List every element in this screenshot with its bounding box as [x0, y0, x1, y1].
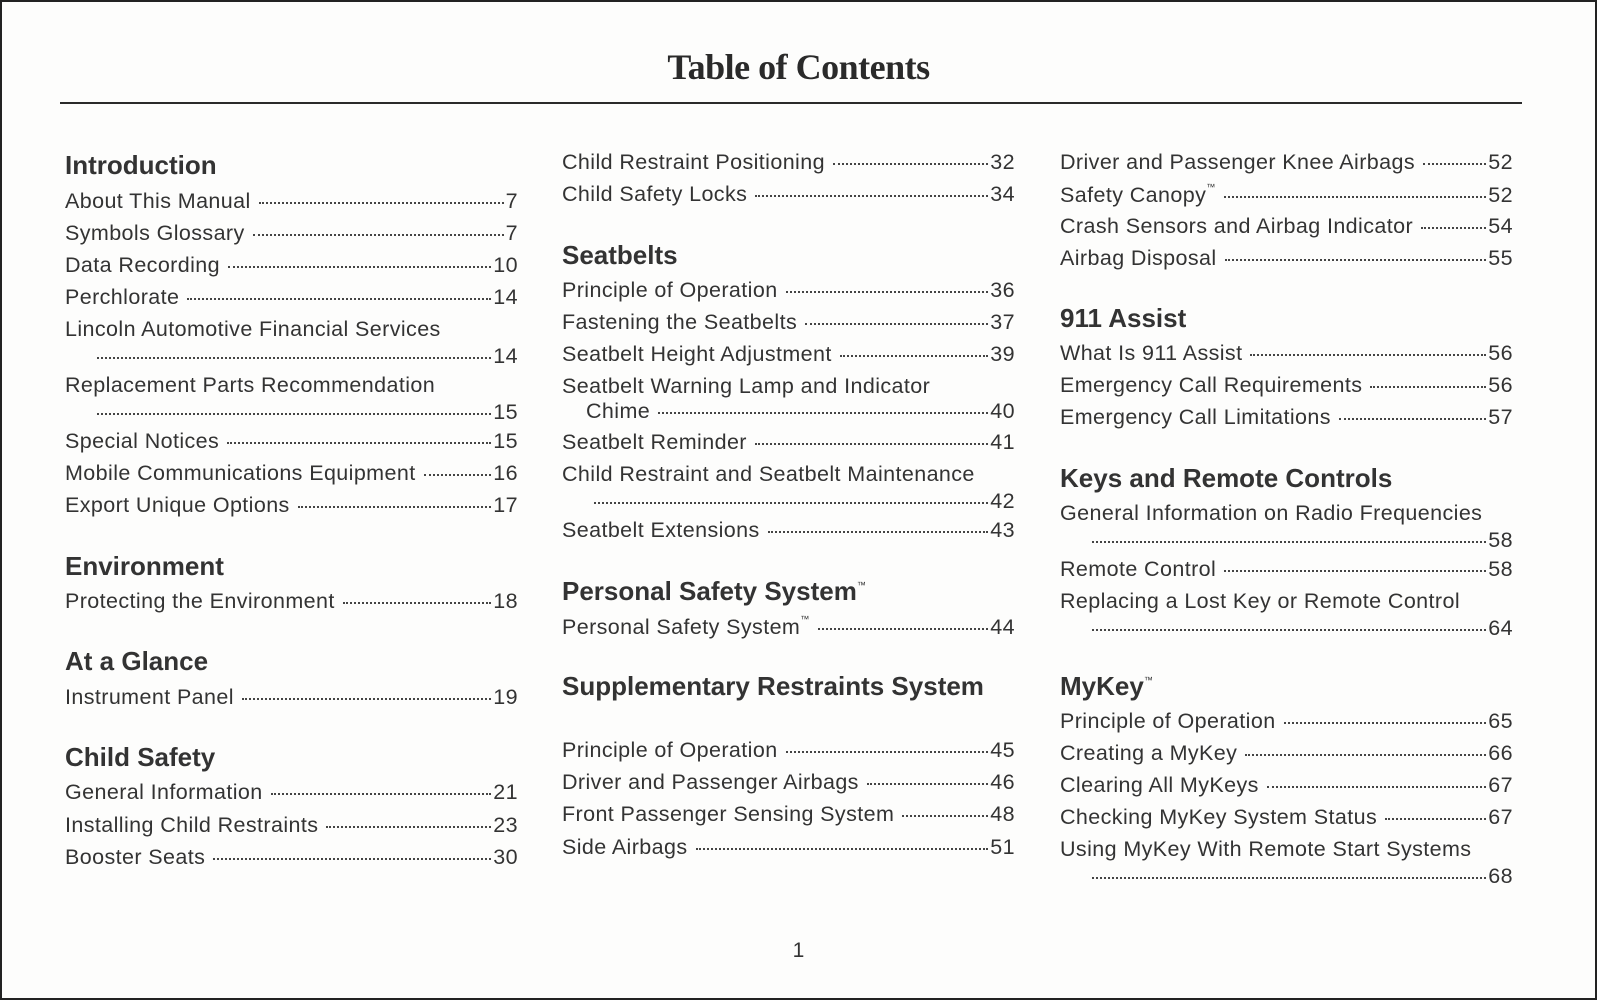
dot-leader: [228, 266, 491, 268]
toc-entry[interactable]: [1060, 182, 1513, 208]
dot-leader: [1224, 196, 1487, 198]
toc-entry[interactable]: [1060, 709, 1513, 734]
entry-page: 23: [493, 813, 518, 837]
dot-leader: [833, 163, 988, 165]
trademark-mark: ™: [1206, 182, 1216, 192]
section-heading-keys-and-remote-controls: Keys and Remote Controls: [1060, 463, 1393, 493]
toc-entry[interactable]: [1060, 405, 1513, 430]
entry-title: What Is 911 Assist: [1060, 341, 1243, 365]
entry-title: Driver and Passenger Knee Airbags: [1060, 150, 1416, 174]
dot-leader: [213, 858, 491, 860]
dot-leader: [786, 751, 989, 753]
entry-page: 48: [990, 802, 1015, 826]
entry-title: Seatbelt Reminder: [562, 430, 747, 454]
toc-entry[interactable]: [562, 182, 1015, 207]
entry-title: Side Airbags: [562, 835, 688, 859]
toc-entry[interactable]: [65, 685, 518, 710]
toc-entry[interactable]: [65, 317, 518, 369]
section-heading-text: Personal Safety System: [562, 576, 857, 606]
entry-page: 67: [1488, 773, 1513, 797]
dot-leader: [1385, 818, 1486, 820]
toc-entry[interactable]: [1060, 741, 1513, 766]
entry-title: Seatbelt Height Adjustment: [562, 342, 832, 366]
entry-page: 52: [1488, 183, 1513, 207]
entry-page: 46: [990, 770, 1015, 794]
entry-title: Booster Seats: [65, 845, 206, 869]
toc-entry[interactable]: [1060, 373, 1513, 398]
dot-leader: [271, 793, 492, 795]
dot-leader: [658, 412, 988, 414]
section-heading-child-safety: Child Safety: [65, 742, 216, 772]
toc-entry[interactable]: [1060, 341, 1513, 366]
entry-page: 57: [1488, 405, 1513, 429]
entry-page: 45: [990, 738, 1015, 762]
trademark-mark: ™: [800, 614, 810, 624]
entry-page: 41: [990, 430, 1015, 454]
toc-entry[interactable]: [65, 845, 518, 870]
entry-title: Data Recording: [65, 253, 220, 277]
section-heading-911-assist: 911 Assist: [1060, 303, 1187, 333]
toc-entry[interactable]: [562, 835, 1015, 860]
entry-title: Crash Sensors and Airbag Indicator: [1060, 214, 1414, 238]
toc-entry[interactable]: [1060, 589, 1513, 641]
entry-page: 40: [990, 399, 1015, 423]
toc-entry[interactable]: [562, 518, 1015, 543]
entry-page: 55: [1488, 246, 1513, 270]
dot-leader: [1339, 418, 1486, 420]
entry-page: 66: [1488, 741, 1513, 765]
dot-leader: [755, 443, 988, 445]
toc-entry[interactable]: [562, 430, 1015, 455]
entry-title: Clearing All MyKeys: [1060, 773, 1259, 797]
toc-entry[interactable]: [65, 285, 518, 310]
section-heading-seatbelts: Seatbelts: [562, 240, 678, 270]
entry-page: 36: [990, 278, 1015, 302]
entry-page: 54: [1488, 214, 1513, 238]
entry-title: Seatbelt Extensions: [562, 518, 760, 542]
toc-entry[interactable]: [562, 278, 1015, 303]
dot-leader: [840, 355, 989, 357]
dot-leader: [1284, 722, 1487, 724]
entry-title: Personal Safety System™: [562, 614, 810, 639]
dot-leader: [1092, 541, 1486, 543]
entry-title: Seatbelt Warning Lamp and Indicator: [562, 374, 931, 398]
entry-title: Remote Control: [1060, 557, 1217, 581]
entry-page: 21: [493, 780, 518, 804]
entry-title: Child Safety Locks: [562, 182, 748, 206]
entry-title: Safety Canopy™: [1060, 182, 1216, 207]
entry-page: 14: [493, 344, 518, 368]
section-heading-text: MyKey: [1060, 671, 1144, 701]
toc-entry[interactable]: [65, 589, 518, 614]
entry-title: Driver and Passenger Airbags: [562, 770, 859, 794]
toc-entry[interactable]: [65, 429, 518, 454]
dot-leader: [902, 815, 988, 817]
dot-leader: [1423, 163, 1486, 165]
entry-title: Fastening the Seatbelts: [562, 310, 798, 334]
toc-entry[interactable]: [562, 310, 1015, 335]
toc-entry[interactable]: [562, 738, 1015, 763]
entry-title: Using MyKey With Remote Start Systems: [1060, 837, 1472, 861]
dot-leader: [187, 298, 491, 300]
entry-title: Replacement Parts Recommendation: [65, 373, 436, 397]
entry-page: 56: [1488, 373, 1513, 397]
entry-page: 39: [990, 342, 1015, 366]
section-heading-environment: Environment: [65, 551, 224, 581]
entry-title: Principle of Operation: [1060, 709, 1276, 733]
dot-leader: [424, 474, 492, 476]
entry-page: 58: [1488, 557, 1513, 581]
entry-page: 32: [990, 150, 1015, 174]
dot-leader: [343, 602, 492, 604]
dot-leader: [259, 202, 504, 204]
entry-page: 64: [1488, 616, 1513, 640]
entry-title: Emergency Call Limitations: [1060, 405, 1331, 429]
dot-leader: [1225, 259, 1487, 261]
entry-page: 56: [1488, 341, 1513, 365]
toc-entry[interactable]: [562, 770, 1015, 795]
toc-entry[interactable]: [65, 221, 518, 246]
dot-leader: [818, 628, 989, 630]
trademark-mark: ™: [1143, 675, 1153, 685]
entry-page: 68: [1488, 864, 1513, 888]
dot-leader: [755, 195, 988, 197]
toc-entry[interactable]: [1060, 214, 1513, 239]
toc-entry[interactable]: [1060, 805, 1513, 830]
dot-leader: [1267, 786, 1487, 788]
section-heading-introduction: Introduction: [65, 150, 217, 180]
section-heading-supplementary-restraints-system: Supplementary Restraints System: [562, 671, 984, 701]
entry-page: 14: [493, 285, 518, 309]
toc-entry[interactable]: [1060, 557, 1513, 582]
dot-leader: [1092, 877, 1486, 879]
dot-leader: [97, 357, 491, 359]
dot-leader: [298, 506, 492, 508]
entry-page: 42: [990, 489, 1015, 513]
dot-leader: [253, 234, 504, 236]
entry-page: 15: [493, 429, 518, 453]
section-heading-at-a-glance: At a Glance: [65, 646, 209, 676]
entry-title: Lincoln Automotive Financial Services: [65, 317, 441, 341]
toc-entry[interactable]: [1060, 773, 1513, 798]
entry-title: Principle of Operation: [562, 738, 778, 762]
entry-page: 51: [990, 835, 1015, 859]
entry-title: General Information: [65, 780, 263, 804]
title-rule: [60, 102, 1522, 104]
dot-leader: [1370, 386, 1486, 388]
entry-title: Instrument Panel: [65, 685, 234, 709]
entry-title: Replacing a Lost Key or Remote Control: [1060, 589, 1461, 613]
toc-entry[interactable]: [562, 802, 1015, 827]
toc-entry[interactable]: [562, 614, 1015, 640]
dot-leader: [97, 413, 491, 415]
entry-page: 34: [990, 182, 1015, 206]
dot-leader: [1092, 629, 1486, 631]
entry-title: Symbols Glossary: [65, 221, 245, 245]
dot-leader: [1421, 227, 1486, 229]
toc-entry[interactable]: [65, 493, 518, 518]
entry-page: 52: [1488, 150, 1513, 174]
dot-leader: [1245, 754, 1486, 756]
dot-leader: [1224, 570, 1486, 572]
entry-title: Perchlorate: [65, 285, 180, 309]
toc-entry[interactable]: [1060, 246, 1513, 271]
dot-leader: [326, 826, 491, 828]
entry-page: 44: [990, 615, 1015, 639]
section-heading-mykey: [1060, 671, 1153, 702]
entry-page: 43: [990, 518, 1015, 542]
dot-leader: [805, 323, 988, 325]
entry-page: 18: [493, 589, 518, 613]
entry-page: 15: [493, 400, 518, 424]
entry-title: Creating a MyKey: [1060, 741, 1238, 765]
dot-leader: [227, 442, 491, 444]
entry-title: Child Restraint Positioning: [562, 150, 825, 174]
trademark-mark: ™: [856, 580, 866, 590]
toc-entry[interactable]: [65, 461, 518, 486]
dot-leader: [1250, 354, 1486, 356]
entry-title: About This Manual: [65, 189, 251, 213]
entry-title: Protecting the Environment: [65, 589, 335, 613]
toc-entry[interactable]: [65, 253, 518, 278]
entry-page: 16: [493, 461, 518, 485]
entry-page: 19: [493, 685, 518, 709]
entry-title: Airbag Disposal: [1060, 246, 1217, 270]
entry-title: Checking MyKey System Status: [1060, 805, 1378, 829]
toc-entry[interactable]: [65, 189, 518, 214]
entry-title: Child Restraint and Seatbelt Maintenance: [562, 462, 975, 486]
entry-page: 58: [1488, 528, 1513, 552]
toc-entry[interactable]: [1060, 837, 1513, 889]
toc-entry[interactable]: [1060, 150, 1513, 175]
entry-page: 30: [493, 845, 518, 869]
page-number: 1: [792, 939, 805, 962]
toc-entry[interactable]: [65, 780, 518, 805]
entry-title: Installing Child Restraints: [65, 813, 319, 837]
toc-entry[interactable]: [562, 374, 1015, 424]
dot-leader: [242, 698, 491, 700]
toc-entry[interactable]: [65, 813, 518, 838]
entry-page: 17: [493, 493, 518, 517]
section-heading-personal-safety-system: [562, 576, 866, 607]
entry-title: Principle of Operation: [562, 278, 778, 302]
entry-page: 65: [1488, 709, 1513, 733]
entry-page: 37: [990, 310, 1015, 334]
entry-page: 10: [493, 253, 518, 277]
dot-leader: [696, 848, 989, 850]
toc-entry[interactable]: [65, 373, 518, 425]
entry-title: General Information on Radio Frequencies: [1060, 501, 1483, 525]
toc-entry[interactable]: [562, 342, 1015, 367]
dot-leader: [867, 783, 988, 785]
entry-page: 7: [505, 189, 518, 213]
dot-leader: [786, 291, 989, 293]
page-title: Table of Contents: [667, 47, 930, 87]
entry-title: Emergency Call Requirements: [1060, 373, 1363, 397]
toc-entry[interactable]: [562, 150, 1015, 175]
entry-page: 7: [505, 221, 518, 245]
toc-entry[interactable]: [562, 462, 1015, 514]
dot-leader: [768, 531, 989, 533]
entry-title: Front Passenger Sensing System: [562, 802, 895, 826]
entry-title-cont: Chime: [586, 399, 651, 423]
toc-entry[interactable]: [1060, 501, 1513, 553]
entry-title: Export Unique Options: [65, 493, 290, 517]
entry-title: Special Notices: [65, 429, 220, 453]
entry-title: Mobile Communications Equipment: [65, 461, 416, 485]
dot-leader: [594, 502, 988, 504]
entry-page: 67: [1488, 805, 1513, 829]
